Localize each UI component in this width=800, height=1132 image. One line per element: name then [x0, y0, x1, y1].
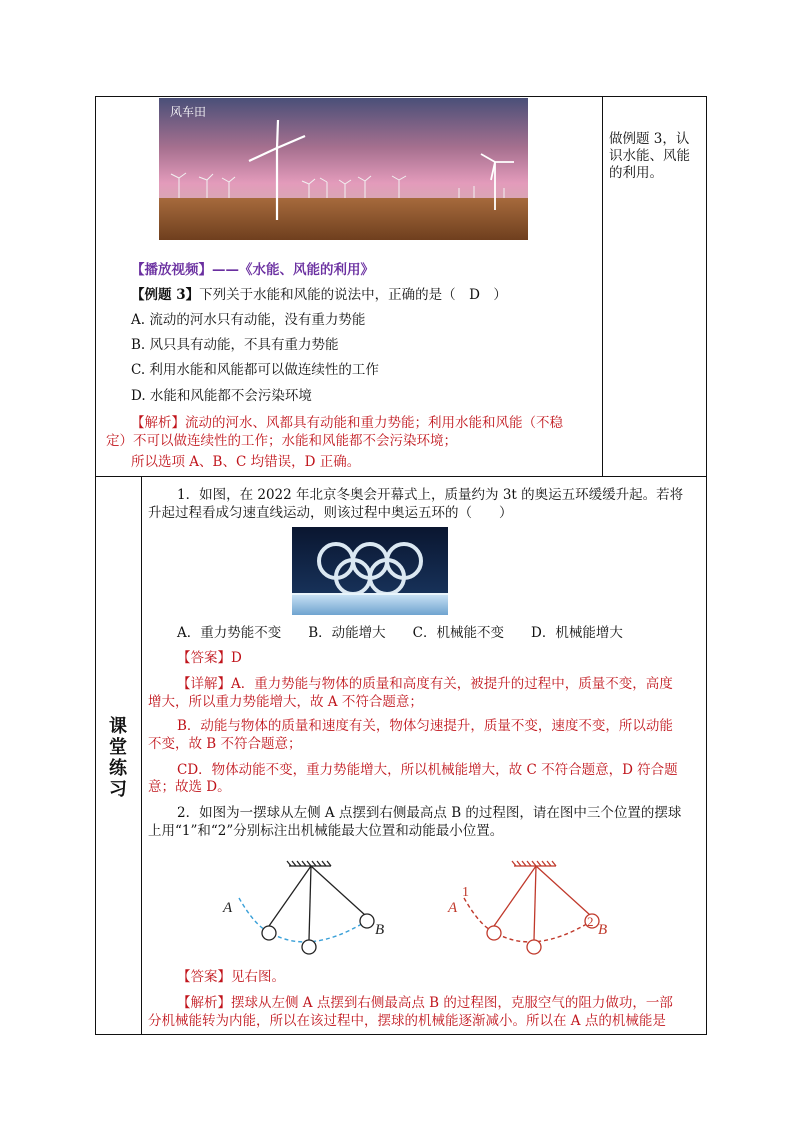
example-question — [131, 287, 507, 304]
q2-line-1: 2．如图为一摆球从左侧 A 点摆到右侧最高点 B 的过程图，请在图中三个位置的摆球 — [177, 805, 682, 821]
video-title: 【播放视频】——《水能、风能的利用》 — [131, 262, 374, 278]
q1-detail-line-2: 增大，所以重力势能增大，故 A 不符合题意； — [148, 694, 423, 710]
answer-mark-1: 1 — [462, 885, 469, 900]
column-divider-notes — [602, 96, 603, 477]
photo-caption: 风车田 — [170, 105, 207, 119]
teaching-note-line-3: 的利用。 — [609, 165, 663, 181]
section-label-practice: 课 堂 练 习 — [109, 716, 127, 800]
table-right-border — [706, 96, 707, 477]
pendulum-diagram-question — [215, 860, 395, 970]
teaching-note-line-1: 做例题 3，认 — [609, 131, 690, 147]
option-a: A. 流动的河水只有动能，没有重力势能 — [131, 312, 366, 328]
pendulum-point-b-label: B — [375, 922, 385, 938]
table-row-divider — [95, 476, 707, 477]
q1-options: A．重力势能不变 B．动能增大 C．机械能不变 D．机械能增大 — [177, 625, 623, 641]
pendulum-diagram-answer — [440, 860, 620, 970]
pendulum-point-a-label: A — [223, 900, 233, 916]
analysis-line-2: 定）不可以做连续性的工作；水能和风能都不会污染环境； — [106, 433, 457, 449]
q2-analysis-line-2: 分机械能转为内能，所以在该过程中，摆球的机械能逐渐减小。所以在 A 点的机械能是 — [148, 1013, 666, 1029]
q1-detail-line-3: B．动能与物体的质量和速度有关，物体匀速提升，质量不变，速度不变，所以动能 — [177, 718, 673, 734]
q2-line-2: 上用“1”和“2”分别标注出机械能最大位置和动能最小位置。 — [148, 823, 504, 839]
column-divider-label — [141, 476, 142, 1035]
analysis-line-1: 【解析】流动的河水、风都具有动能和重力势能；利用水能和风能（不稳 — [131, 415, 563, 431]
table-right-border-lower — [706, 476, 707, 1035]
option-c: C. 利用水能和风能都可以做连续性的工作 — [131, 362, 379, 378]
q1-detail-line-4: 不变，故 B 不符合题意； — [148, 736, 302, 752]
q1-detail-line-6: 意；故选 D。 — [148, 779, 231, 795]
answer-point-a-label: A — [448, 900, 458, 916]
table-top-border — [95, 96, 707, 97]
table-left-border — [95, 96, 96, 1035]
example-question-text: 下列关于水能和风能的说法中，正确的是（ D ） — [199, 287, 507, 303]
q1-line-1: 1．如图，在 2022 年北京冬奥会开幕式上，质量约为 3t 的奥运五环缓缓升起。若将 — [177, 487, 684, 503]
q1-line-2: 升起过程看成匀速直线运动，则该过程中奥运五环的（ ） — [148, 505, 513, 521]
q1-detail-line-1: 【详解】A．重力势能与物体的质量和高度有关，被提升的过程中，质量不变，高度 — [177, 676, 673, 692]
option-d: D. 水能和风能都不会污染环境 — [131, 388, 312, 404]
teaching-note-line-2: 识水能、风能 — [609, 148, 690, 164]
example-tag: 【例题 3】 — [131, 287, 200, 303]
analysis-line-3: 所以选项 A、B、C 均错误，D 正确。 — [131, 454, 361, 470]
olympic-rings-photo — [292, 527, 448, 615]
answer-mark-2: 2 — [587, 914, 594, 929]
q1-detail-line-5: CD．物体动能不变，重力势能增大，所以机械能增大，故 C 不符合题意，D 符合题 — [177, 762, 678, 778]
answer-point-b-label: B — [598, 922, 608, 938]
q2-answer: 【答案】见右图。 — [177, 969, 285, 985]
option-b: B. 风只具有动能，不具有重力势能 — [131, 337, 339, 353]
q1-answer: 【答案】D — [177, 650, 242, 666]
wind-farm-photo — [159, 98, 528, 240]
q2-analysis-line-1: 【解析】摆球从左侧 A 点摆到右侧最高点 B 的过程图，克服空气的阻力做功，一部 — [177, 995, 673, 1011]
table-bottom-border — [95, 1034, 707, 1035]
